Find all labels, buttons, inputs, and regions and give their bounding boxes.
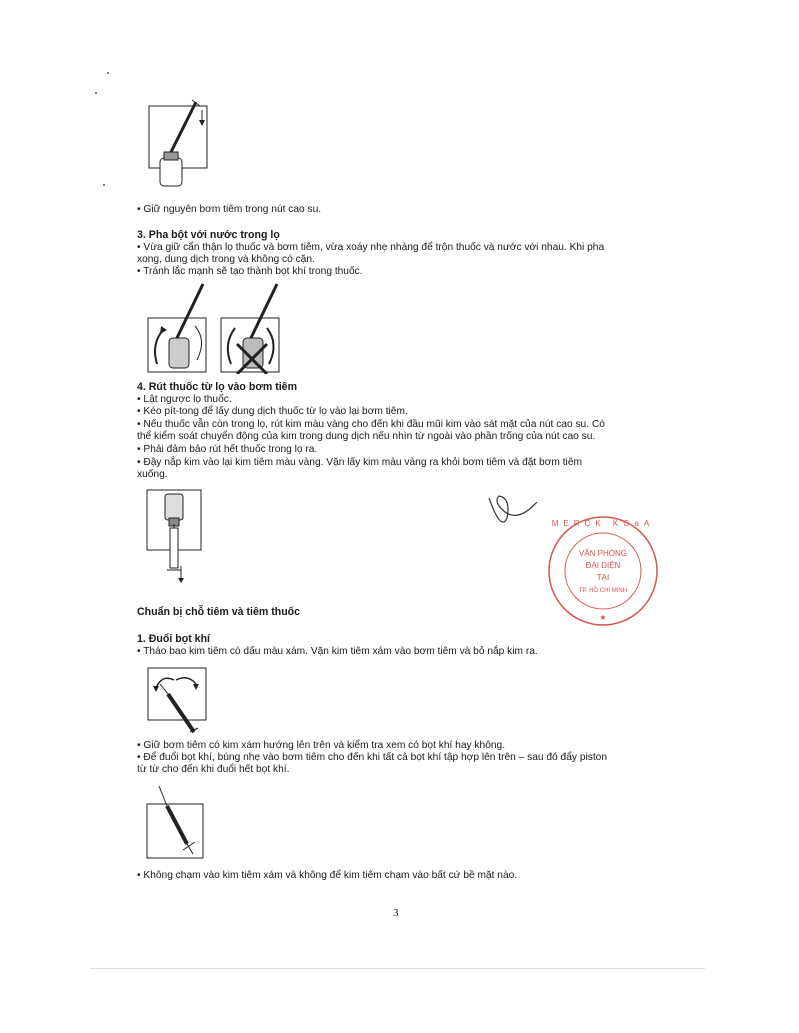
- attach-needle-illustration: [146, 666, 210, 738]
- office-stamp: [546, 514, 660, 628]
- step1-line: • Giữ bơm tiêm có kim xám hướng lên trên và kiểm tra xem có bọt khí hay không.: [137, 740, 506, 751]
- do-not-shake-illustration: [219, 280, 283, 374]
- remove-air-bubbles-illustration: [145, 784, 207, 860]
- section4-line: • Nếu thuốc vẫn còn trong lọ, rút kim màu vàng cho đến khi đầu mũi kim vào sát mặt của nút cao su. Có: [137, 419, 605, 430]
- scan-speck: [95, 92, 97, 94]
- stamp-ring-text: MERCK KGaA: [551, 519, 655, 528]
- section4-line: • Đậy nắp kim vào lại kim tiêm màu vàng. Vặn lấy kim màu vàng ra khỏi bơm tiêm và đặt bơm tiêm: [137, 457, 582, 468]
- stamp-line: VĂN PHÒNG: [578, 549, 628, 558]
- section3-line: • Vừa giữ cẩn thận lọ thuốc và bơm tiêm, vừa xoáy nhẹ nhàng để trộn thuốc và nước với nhau. Khi pha: [137, 242, 605, 253]
- section3-line: xong, dung dịch trong và không có cặn.: [137, 254, 315, 265]
- scan-speck: [107, 72, 109, 74]
- stamp-line: ĐẠI DIỆN: [585, 561, 621, 570]
- section4-line: • Kéo pít-tong để lấy dung dịch thuốc từ lọ vào lại bơm tiêm.: [137, 406, 408, 417]
- section4-line: • Lật ngược lọ thuốc.: [137, 394, 232, 405]
- syringe-in-vial-illustration: [148, 96, 210, 190]
- section3-line: • Tránh lắc mạnh sẽ tạo thành bọt khí trong thuốc.: [137, 266, 363, 277]
- swirl-vial-illustration: [145, 280, 209, 374]
- stamp-line: TẠI: [596, 573, 610, 582]
- stamp-line: TP. HỒ CHÍ MINH: [578, 588, 628, 594]
- svg-text:★: ★: [599, 613, 607, 622]
- handwritten-signature: [485, 488, 545, 538]
- step1-line: từ từ cho đến khi đuổi hết bọt khí.: [137, 764, 290, 775]
- section4-line: thể kiểm soát chuyển động của kim trong dung dịch nếu nhìn từ ngoài vào phần trống của nút cao su.: [137, 431, 596, 442]
- section4-heading: 4. Rút thuốc từ lọ vào bơm tiêm: [137, 381, 297, 393]
- section3-heading: 3. Pha bột với nước trong lọ: [137, 229, 280, 241]
- step1-line: • Tháo bao kim tiêm có dấu màu xám. Vặn kim tiêm xám vào bơm tiêm và bỏ nắp kim ra.: [137, 646, 538, 657]
- figure1-caption: • Giữ nguyên bơm tiêm trong nút cao su.: [137, 204, 322, 215]
- scan-speck: [103, 184, 105, 186]
- section4-line: • Phải đảm bảo rút hết thuốc trong lọ ra.: [137, 444, 318, 455]
- step1-line: • Không chạm vào kim tiêm xám và không để kim tiêm chạm vào bất cứ bề mặt nào.: [137, 870, 518, 881]
- withdraw-solution-illustration: [145, 488, 205, 584]
- footer-rule: [90, 968, 705, 969]
- prep-heading: Chuẩn bị chỗ tiêm và tiêm thuốc: [137, 606, 301, 618]
- step1-line: • Để đuổi bọt khí, búng nhẹ vào bơm tiêm cho đến khi tất cả bọt khí tập hợp lên trên – sau đó đẩy piston: [137, 752, 607, 763]
- page-number: 3: [393, 907, 399, 919]
- step1-heading: 1. Đuổi bọt khí: [137, 633, 210, 645]
- section4-line: xuống.: [137, 469, 168, 480]
